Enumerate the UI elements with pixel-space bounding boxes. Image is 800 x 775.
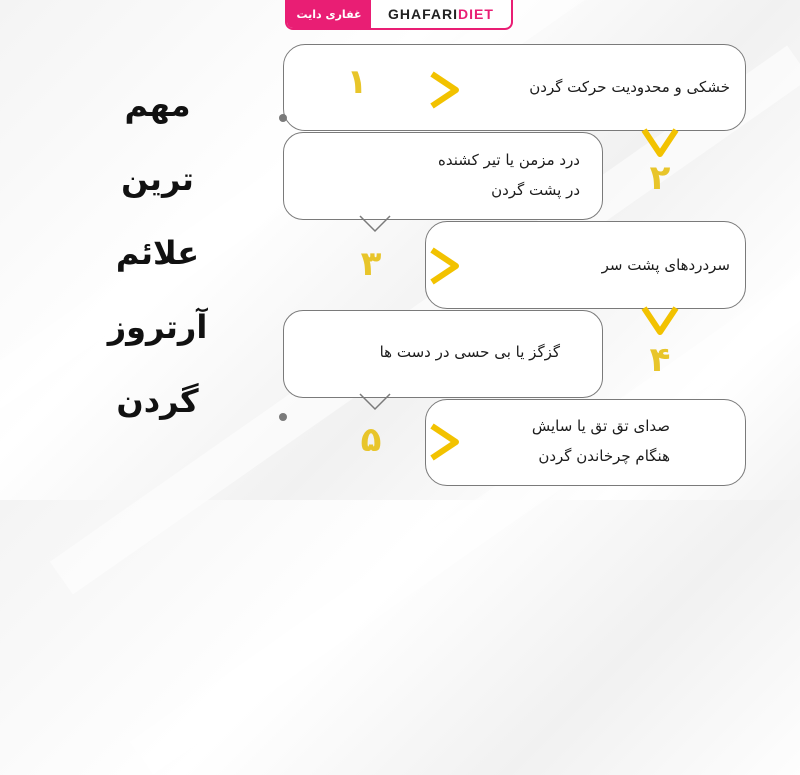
- chevron-down-icon: [640, 126, 680, 160]
- title-word-2: ترین: [121, 160, 194, 198]
- pointer-notch-icon: [358, 392, 392, 412]
- brand-latin-part1: GHAFARI: [388, 6, 459, 22]
- pointer-notch-icon: [358, 214, 392, 234]
- connector-dot: [279, 413, 287, 421]
- item-text-5-line-1: صدای تق تق یا سایش: [531, 417, 670, 435]
- item-number-1: ۱: [346, 62, 368, 102]
- title-word-1: مهم: [124, 86, 191, 124]
- title-word-3: علائم: [115, 234, 200, 272]
- connector-dot: [279, 114, 287, 122]
- item-text-3: [465, 250, 730, 280]
- item-text-1: [465, 72, 730, 102]
- item-number-3: ۳: [360, 244, 382, 284]
- brand-latin-part2: DIET: [458, 6, 494, 22]
- item-text-2-line-1: درد مزمن یا تیر کشنده: [438, 151, 580, 169]
- brand-persian-name: غفاری دایت: [287, 0, 371, 28]
- item-text-4: [300, 337, 560, 367]
- item-text-2-line-2: در پشت گردن: [491, 181, 580, 199]
- item-number-2: ۲: [649, 158, 671, 198]
- item-text-5: [465, 411, 670, 471]
- item-number-4: ۴: [649, 340, 671, 380]
- chevron-down-icon: [640, 304, 680, 338]
- title-word-5: گردن: [116, 382, 199, 420]
- brand-latin-name: [371, 0, 511, 28]
- item-number-5: ۵: [360, 420, 382, 460]
- brand-logo: [285, 0, 513, 30]
- item-text-3-line-1: سردردهای پشت سر: [601, 256, 730, 274]
- chevron-right-icon: [428, 70, 462, 110]
- item-text-1-line-1: خشکی و محدودیت حرکت گردن: [529, 78, 730, 96]
- chevron-right-icon: [428, 246, 462, 286]
- item-text-5-line-2: هنگام چرخاندن گردن: [538, 447, 670, 465]
- chevron-right-icon: [428, 422, 462, 462]
- title-word-4: آرتروز: [107, 308, 208, 346]
- item-text-4-line-1: گزگز یا بی حسی در دست ها: [379, 343, 560, 361]
- item-text-2: [300, 145, 580, 205]
